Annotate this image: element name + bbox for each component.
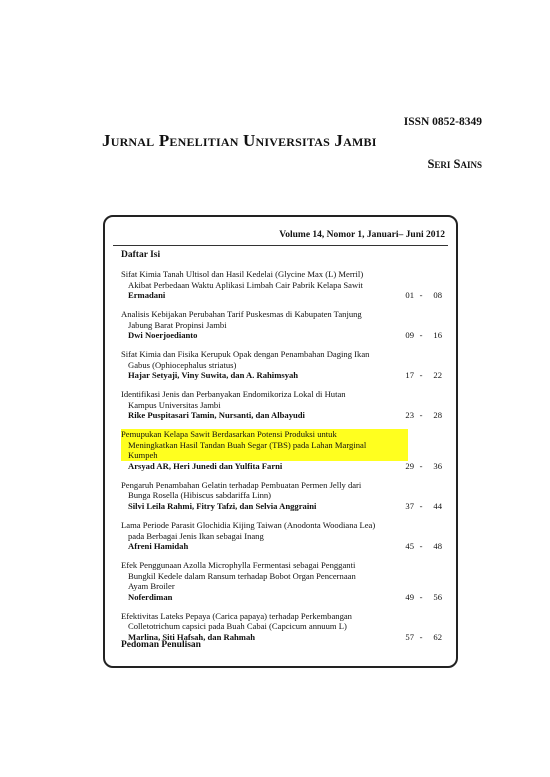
article-title-line: Lama Periode Parasit Glochidia Kijing Taiwan (Anodonta Woodiana Lea) [121,520,376,531]
article-title [121,520,444,541]
article-title-line: Pengaruh Penambahan Gelatin terhadap Pembuatan Permen Jelly dari [121,479,362,490]
page-range [396,370,442,381]
article-title-line: Ayam Broiler [128,581,175,592]
toc-entry [121,309,444,341]
page-dash: - [419,410,423,421]
article-title-line: Kampus Universitas Jambi [128,399,221,410]
article-title [121,269,444,290]
author-names: Noferdiman [128,591,173,602]
article-title-line: Colletotrichum capsici pada Buah Cabai (Capcicum annuum L) [128,621,347,632]
author-names: Dwi Noerjoedianto [128,330,198,341]
author-names: Rike Puspitasari Tamin, Nursanti, dan Albayudi [128,410,305,421]
article-title [121,560,444,592]
page-dash: - [419,541,423,552]
series-label: Seri Sains [427,157,482,171]
page-range [396,592,442,603]
article-title-line: Bungkil Kedele dalam Ransum terhadap Bobot Organ Pencernaan [128,570,356,581]
article-authors [121,501,444,512]
page-range [396,330,442,341]
author-names: Silvi Leila Rahmi, Fitry Tafzi, dan Selvia Anggraini [128,500,317,511]
toc-entry [121,349,444,381]
article-authors [121,410,444,421]
page-end: 36 [433,460,442,471]
page-end: 22 [433,370,442,381]
page-end: 62 [433,631,442,642]
article-authors [121,461,444,472]
page-dash: - [419,591,423,602]
article-title [121,309,444,330]
toc-entry [121,520,444,552]
article-authors [121,290,444,301]
page-start: 23 [405,410,414,421]
article-title-line: Pemupukan Kelapa Sawit Berdasarkan Potensi Produksi untuk [121,429,337,440]
article-authors [121,330,444,341]
author-names: Ermadani [128,290,166,300]
article-title-line: Jabung Barat Propinsi Jambi [128,319,227,330]
article-title-line: Meningkatkan Hasil Tandan Buah Segar (TBS) pada Lahan Marginal [128,439,367,450]
page-end: 28 [433,410,442,421]
article-title-line: Sifat Kimia dan Fisika Kerupuk Opak dengan Penambahan Daging Ikan [121,349,370,360]
page-dash: - [419,631,423,642]
volume-info: Volume 14, Nomor 1, Januari– Juni 2012 [279,230,445,240]
article-title-line: Analisis Kebijakan Perubahan Tarif Puskesmas di Kabupaten Tanjung [121,309,362,320]
page-start: 01 [405,290,414,300]
page-range [396,461,442,472]
article-title-line: Efek Penggunaan Azolla Microphylla Fermentasi sebagai Pengganti [121,560,356,571]
table-of-contents-box [103,215,458,668]
article-title-line: pada Berbagai Jenis Ikan sebagai Inang [128,530,264,541]
toc-entry [121,480,444,512]
page-range [396,290,442,301]
page-dash: - [419,290,423,300]
page-range [396,501,442,512]
page-start: 29 [405,460,414,471]
page-range [396,541,442,552]
article-title [121,480,444,501]
page-end: 48 [433,541,442,552]
toc-entry [121,389,444,421]
article-title-line: Akibat Perbedaan Waktu Aplikasi Limbah Cair Pabrik Kelapa Sawit [128,279,363,290]
article-title-line: Kumpeh [128,450,158,461]
page-start: 09 [405,330,414,341]
page-end: 56 [433,591,442,602]
article-authors [121,541,444,552]
page-range [396,410,442,421]
article-title [121,429,408,461]
article-authors [121,592,444,603]
page-start: 49 [405,591,414,602]
article-title-line: Bunga Rosella (Hibiscus sabdariffa Linn) [128,490,272,501]
page-dash: - [419,330,423,341]
toc-entry [121,611,444,643]
author-names: Arsyad AR, Heri Junedi dan Yulfita Farni [128,460,283,471]
article-title [121,389,444,410]
page-start: 37 [405,500,414,511]
page-dash: - [419,500,423,511]
article-title [121,349,444,370]
author-guidelines: Pedoman Penulisan [121,640,201,650]
issn: ISSN 0852-8349 [403,116,482,128]
article-authors [121,370,444,381]
page-end: 16 [433,330,442,341]
toc-entry [121,269,444,301]
page-start: 45 [405,541,414,552]
toc-heading: Daftar Isi [121,250,161,260]
page-dash: - [419,370,423,381]
page-start: 57 [405,631,414,642]
page-start: 17 [405,370,414,381]
toc-entry [121,560,444,602]
author-names: Marlina, Siti Hafsah, dan Rahmah [128,631,256,642]
author-names: Hajar Setyaji, Viny Suwita, dan A. Rahimsyah [128,370,299,381]
toc-entry [121,429,444,471]
page-dash: - [419,460,423,471]
author-names: Afreni Hamidah [128,541,189,552]
journal-title: Jurnal Penelitian Universitas Jambi [102,131,377,150]
article-title-line: Identifikasi Jenis dan Perbanyakan Endomikoriza Lokal di Hutan [121,389,346,400]
article-title [121,611,444,632]
article-title-line: Sifat Kimia Tanah Ultisol dan Hasil Kedelai (Glycine Max (L) Merril) [121,269,364,279]
article-title-line: Gabus (Ophiocephalus striatus) [128,359,237,370]
page-range [396,632,442,643]
page-end: 44 [433,500,442,511]
divider [113,245,448,246]
toc-list [121,269,444,651]
article-title-line: Efektivitas Lateks Pepaya (Carica papaya) terhadap Perkembangan [121,610,352,621]
page-end: 08 [433,290,442,300]
